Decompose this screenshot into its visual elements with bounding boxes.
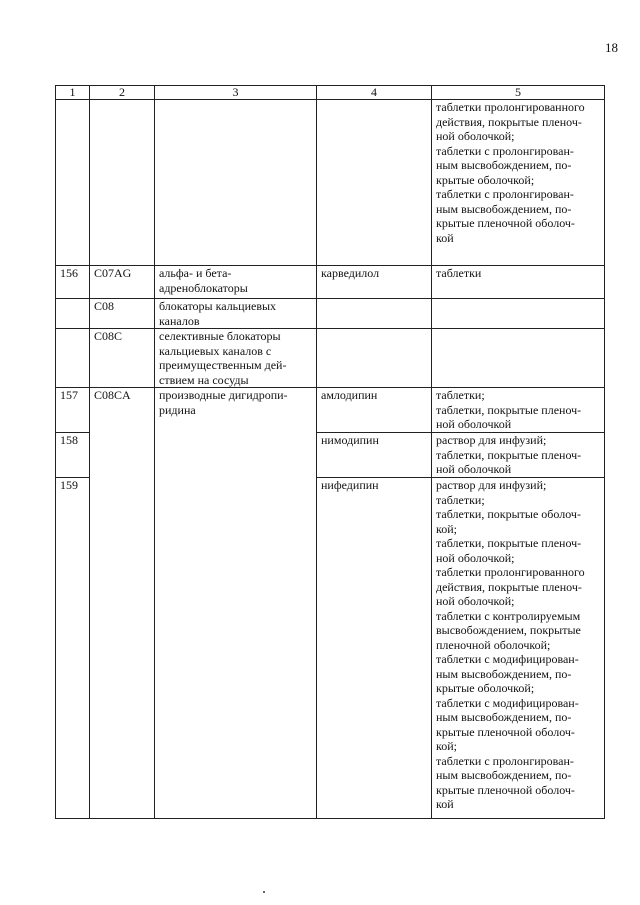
drug-group <box>155 388 317 819</box>
drug-table <box>55 85 605 819</box>
column-header-3: 3 <box>155 86 317 100</box>
drug-name <box>317 478 432 819</box>
drug-name <box>317 299 432 329</box>
column-header-4: 4 <box>317 86 432 100</box>
drug-group-text: блокаторы кальциевых каналов <box>159 299 277 328</box>
drug-group <box>155 100 317 266</box>
dosage-forms <box>432 100 605 266</box>
row-number <box>56 100 90 266</box>
dosage-forms <box>432 433 605 478</box>
drug-name <box>317 266 432 299</box>
drug-name-text: нимодипин <box>321 433 379 447</box>
atc-code-text: C08 <box>94 299 115 313</box>
drug-group <box>155 329 317 388</box>
column-header-2: 2 <box>90 86 155 100</box>
table-body <box>56 100 605 819</box>
atc-code-text: C08CA <box>94 388 131 402</box>
column-header-5: 5 <box>432 86 605 100</box>
dosage-forms <box>432 266 605 299</box>
dosage-forms-text: таблетки <box>436 266 482 280</box>
dosage-forms-text: таблетки; таблетки, покрытые пленоч- ной оболочкой <box>436 388 582 431</box>
row-number-text: 159 <box>60 478 78 492</box>
drug-name <box>317 433 432 478</box>
drug-group-text: селективные блокаторы кальциевых каналов с преимущественным дей- ствием на сосуды <box>159 329 287 387</box>
dosage-forms-text: таблетки пролонгированного действия, покрытые пленоч- ной оболочкой; таблетки с пролонгирован- ным высвобождением, по- крытые оболочкой; таблетки с пролонгирован- ным высвобождением, по- крытые пленочной оболоч- кой <box>436 100 585 245</box>
table-row <box>56 266 605 299</box>
drug-name-text: амлодипин <box>321 388 378 402</box>
dosage-forms-text: раствор для инфузий; таблетки; таблетки, покрытые оболоч- кой; таблетки, покрытые пленоч- ной оболочкой; таблетки пролонгированного действия, покрытые пленоч- ной оболочкой; таблетки с контролируемым высвобождением, покрытые пленочной оболочкой; таблетки с модифицирован- ным высвобождением, по- крытые оболочкой; таблетки с модифицирован- ным высвобождением, по- крытые пленочной оболоч- кой; таблетки с пролонгирован- ным высвобождением, по- крытые пленочной оболоч- кой <box>436 478 585 811</box>
column-header-1: 1 <box>56 86 90 100</box>
drug-group <box>155 299 317 329</box>
drug-group-text: производные дигидропи- ридина <box>159 388 288 417</box>
row-number <box>56 478 90 819</box>
atc-code <box>90 329 155 388</box>
drug-name-text: карведилол <box>321 266 380 280</box>
drug-group <box>155 266 317 299</box>
atc-code-text: C07AG <box>94 266 132 280</box>
row-number <box>56 329 90 388</box>
drug-name <box>317 388 432 433</box>
atc-code <box>90 266 155 299</box>
dosage-forms <box>432 388 605 433</box>
header-row <box>56 86 605 100</box>
row-number-text: 156 <box>60 266 78 280</box>
row-number <box>56 299 90 329</box>
row-number <box>56 433 90 478</box>
table-row <box>56 388 605 433</box>
drug-name <box>317 329 432 388</box>
table-row <box>56 329 605 388</box>
drug-name <box>317 100 432 266</box>
dosage-forms-text: раствор для инфузий; таблетки, покрытые пленоч- ной оболочкой <box>436 433 582 476</box>
atc-code <box>90 388 155 819</box>
dosage-forms <box>432 329 605 388</box>
row-number <box>56 388 90 433</box>
table-row <box>56 299 605 329</box>
drug-group-text: альфа- и бета- адреноблокаторы <box>159 266 248 295</box>
page-mark <box>263 891 265 893</box>
row-number <box>56 266 90 299</box>
table-header <box>56 86 605 100</box>
atc-code <box>90 299 155 329</box>
row-number-text: 158 <box>60 433 78 447</box>
atc-code <box>90 100 155 266</box>
drug-name-text: нифедипин <box>321 478 379 492</box>
atc-code-text: C08C <box>94 329 123 343</box>
dosage-forms <box>432 478 605 819</box>
table-row <box>56 100 605 266</box>
row-number-text: 157 <box>60 388 78 402</box>
dosage-forms <box>432 299 605 329</box>
page-number: 18 <box>605 40 618 55</box>
